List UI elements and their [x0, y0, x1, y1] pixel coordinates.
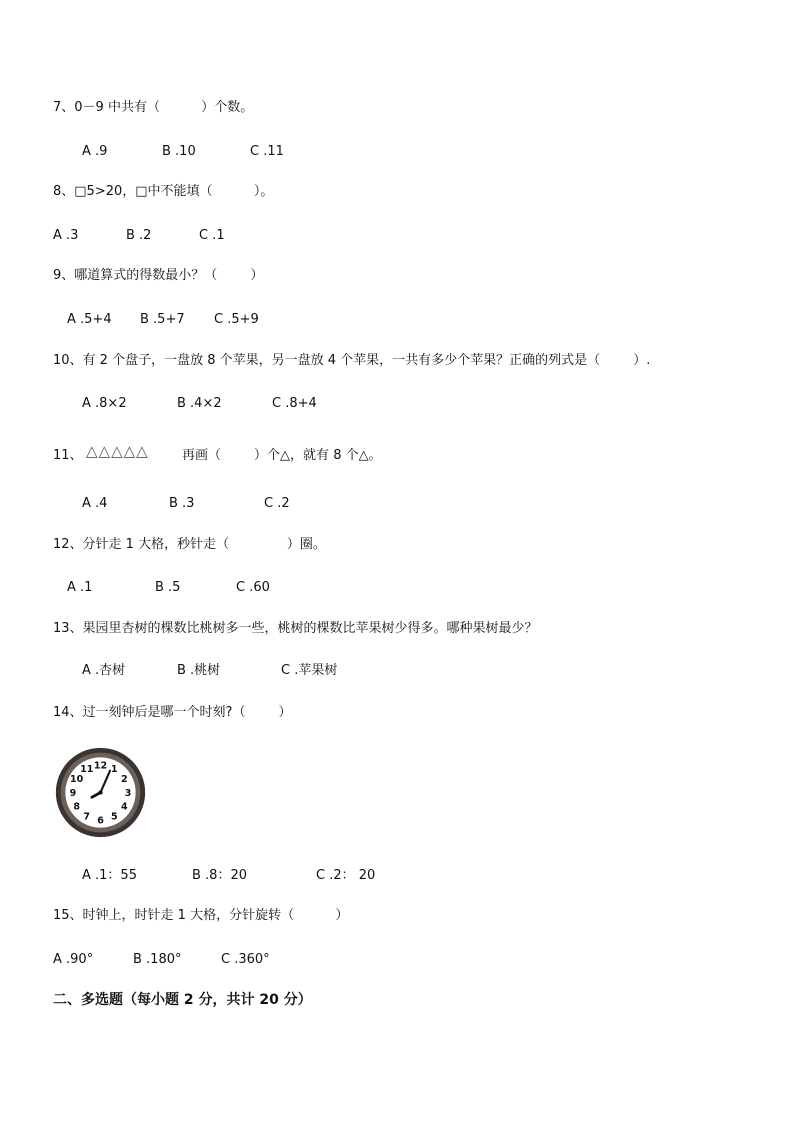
question-15-option-c[interactable]: C .360° — [221, 952, 270, 967]
clock-numeral: 8 — [73, 801, 80, 813]
question-14-text: 14、过一刻钟后是哪一个时刻?（ ） — [53, 705, 292, 720]
question-8-text: 8、□5>20，□中不能填（ ）。 — [53, 184, 274, 199]
question-8-option-a[interactable]: A .3 — [53, 228, 79, 243]
question-14-option-b[interactable]: B .8：20 — [192, 868, 247, 883]
triangles-figure: △△△△△ — [86, 442, 149, 460]
clock-numeral: 12 — [93, 760, 108, 772]
question-12-option-c[interactable]: C .60 — [236, 580, 270, 595]
clock-numeral: 11 — [80, 763, 94, 775]
clock-numeral: 6 — [97, 815, 104, 827]
question-13-option-b[interactable]: B .桃树 — [177, 663, 221, 678]
question-9-option-a[interactable]: A .5+4 — [67, 312, 112, 327]
clock-numeral: 9 — [69, 787, 77, 799]
clock-numeral: 7 — [83, 811, 91, 823]
question-9-text: 9、哪道算式的得数最小？（ ） — [53, 268, 264, 283]
question-7-option-a[interactable]: A .9 — [82, 144, 108, 159]
clock-numeral: 2 — [121, 774, 128, 786]
question-15-option-b[interactable]: B .180° — [133, 952, 182, 967]
question-8-option-c[interactable]: C .1 — [199, 228, 225, 243]
question-13-option-a[interactable]: A .杏树 — [82, 663, 126, 678]
question-14-option-a[interactable]: A .1：55 — [82, 868, 137, 883]
question-11-option-c[interactable]: C .2 — [264, 496, 290, 511]
question-7-text: 7、0－9 中共有（ ）个数。 — [53, 100, 254, 115]
question-10-option-b[interactable]: B .4×2 — [177, 396, 222, 411]
question-9-option-c[interactable]: C .5+9 — [214, 312, 259, 327]
question-12-text: 12、分针走 1 大格，秒针走（ ）圈。 — [53, 537, 326, 552]
question-11-option-a[interactable]: A .4 — [82, 496, 108, 511]
question-12-option-a[interactable]: A .1 — [67, 580, 93, 595]
clock-numeral: 1 — [110, 763, 118, 775]
question-10-option-a[interactable]: A .8×2 — [82, 396, 127, 411]
question-13-option-c[interactable]: C .苹果树 — [281, 663, 338, 678]
clock-center — [98, 790, 102, 794]
question-11-prefix: 11、 — [53, 448, 83, 463]
clock-image — [53, 745, 148, 840]
question-11-text: 再画（ ）个△，就有 8 个△。 — [182, 448, 382, 463]
clock-numeral: 5 — [110, 811, 118, 823]
question-10-option-c[interactable]: C .8+4 — [272, 396, 317, 411]
clock-numeral: 10 — [70, 774, 84, 786]
question-10-text: 10、有 2 个盘子，一盘放 8 个苹果，另一盘放 4 个苹果，一共有多少个苹果？正确的列式是（ ）. — [53, 353, 651, 368]
section-heading: 二、多选题（每小题 2 分，共计 20 分） — [53, 992, 312, 1008]
question-7-option-b[interactable]: B .10 — [162, 144, 196, 159]
question-13-text: 13、果园里杏树的棵数比桃树多一些，桃树的棵数比苹果树少得多。哪种果树最少？ — [53, 621, 538, 636]
question-14-option-c[interactable]: C .2： 20 — [316, 868, 376, 883]
question-15-text: 15、时钟上，时针走 1 大格，分针旋转（ ） — [53, 908, 349, 923]
question-8-option-b[interactable]: B .2 — [126, 228, 152, 243]
question-15-option-a[interactable]: A .90° — [53, 952, 94, 967]
question-12-option-b[interactable]: B .5 — [155, 580, 181, 595]
clock-numeral: 3 — [124, 787, 132, 799]
question-9-option-b[interactable]: B .5+7 — [140, 312, 185, 327]
clock-numeral: 4 — [121, 801, 128, 813]
question-7-option-c[interactable]: C .11 — [250, 144, 284, 159]
question-11-option-b[interactable]: B .3 — [169, 496, 195, 511]
